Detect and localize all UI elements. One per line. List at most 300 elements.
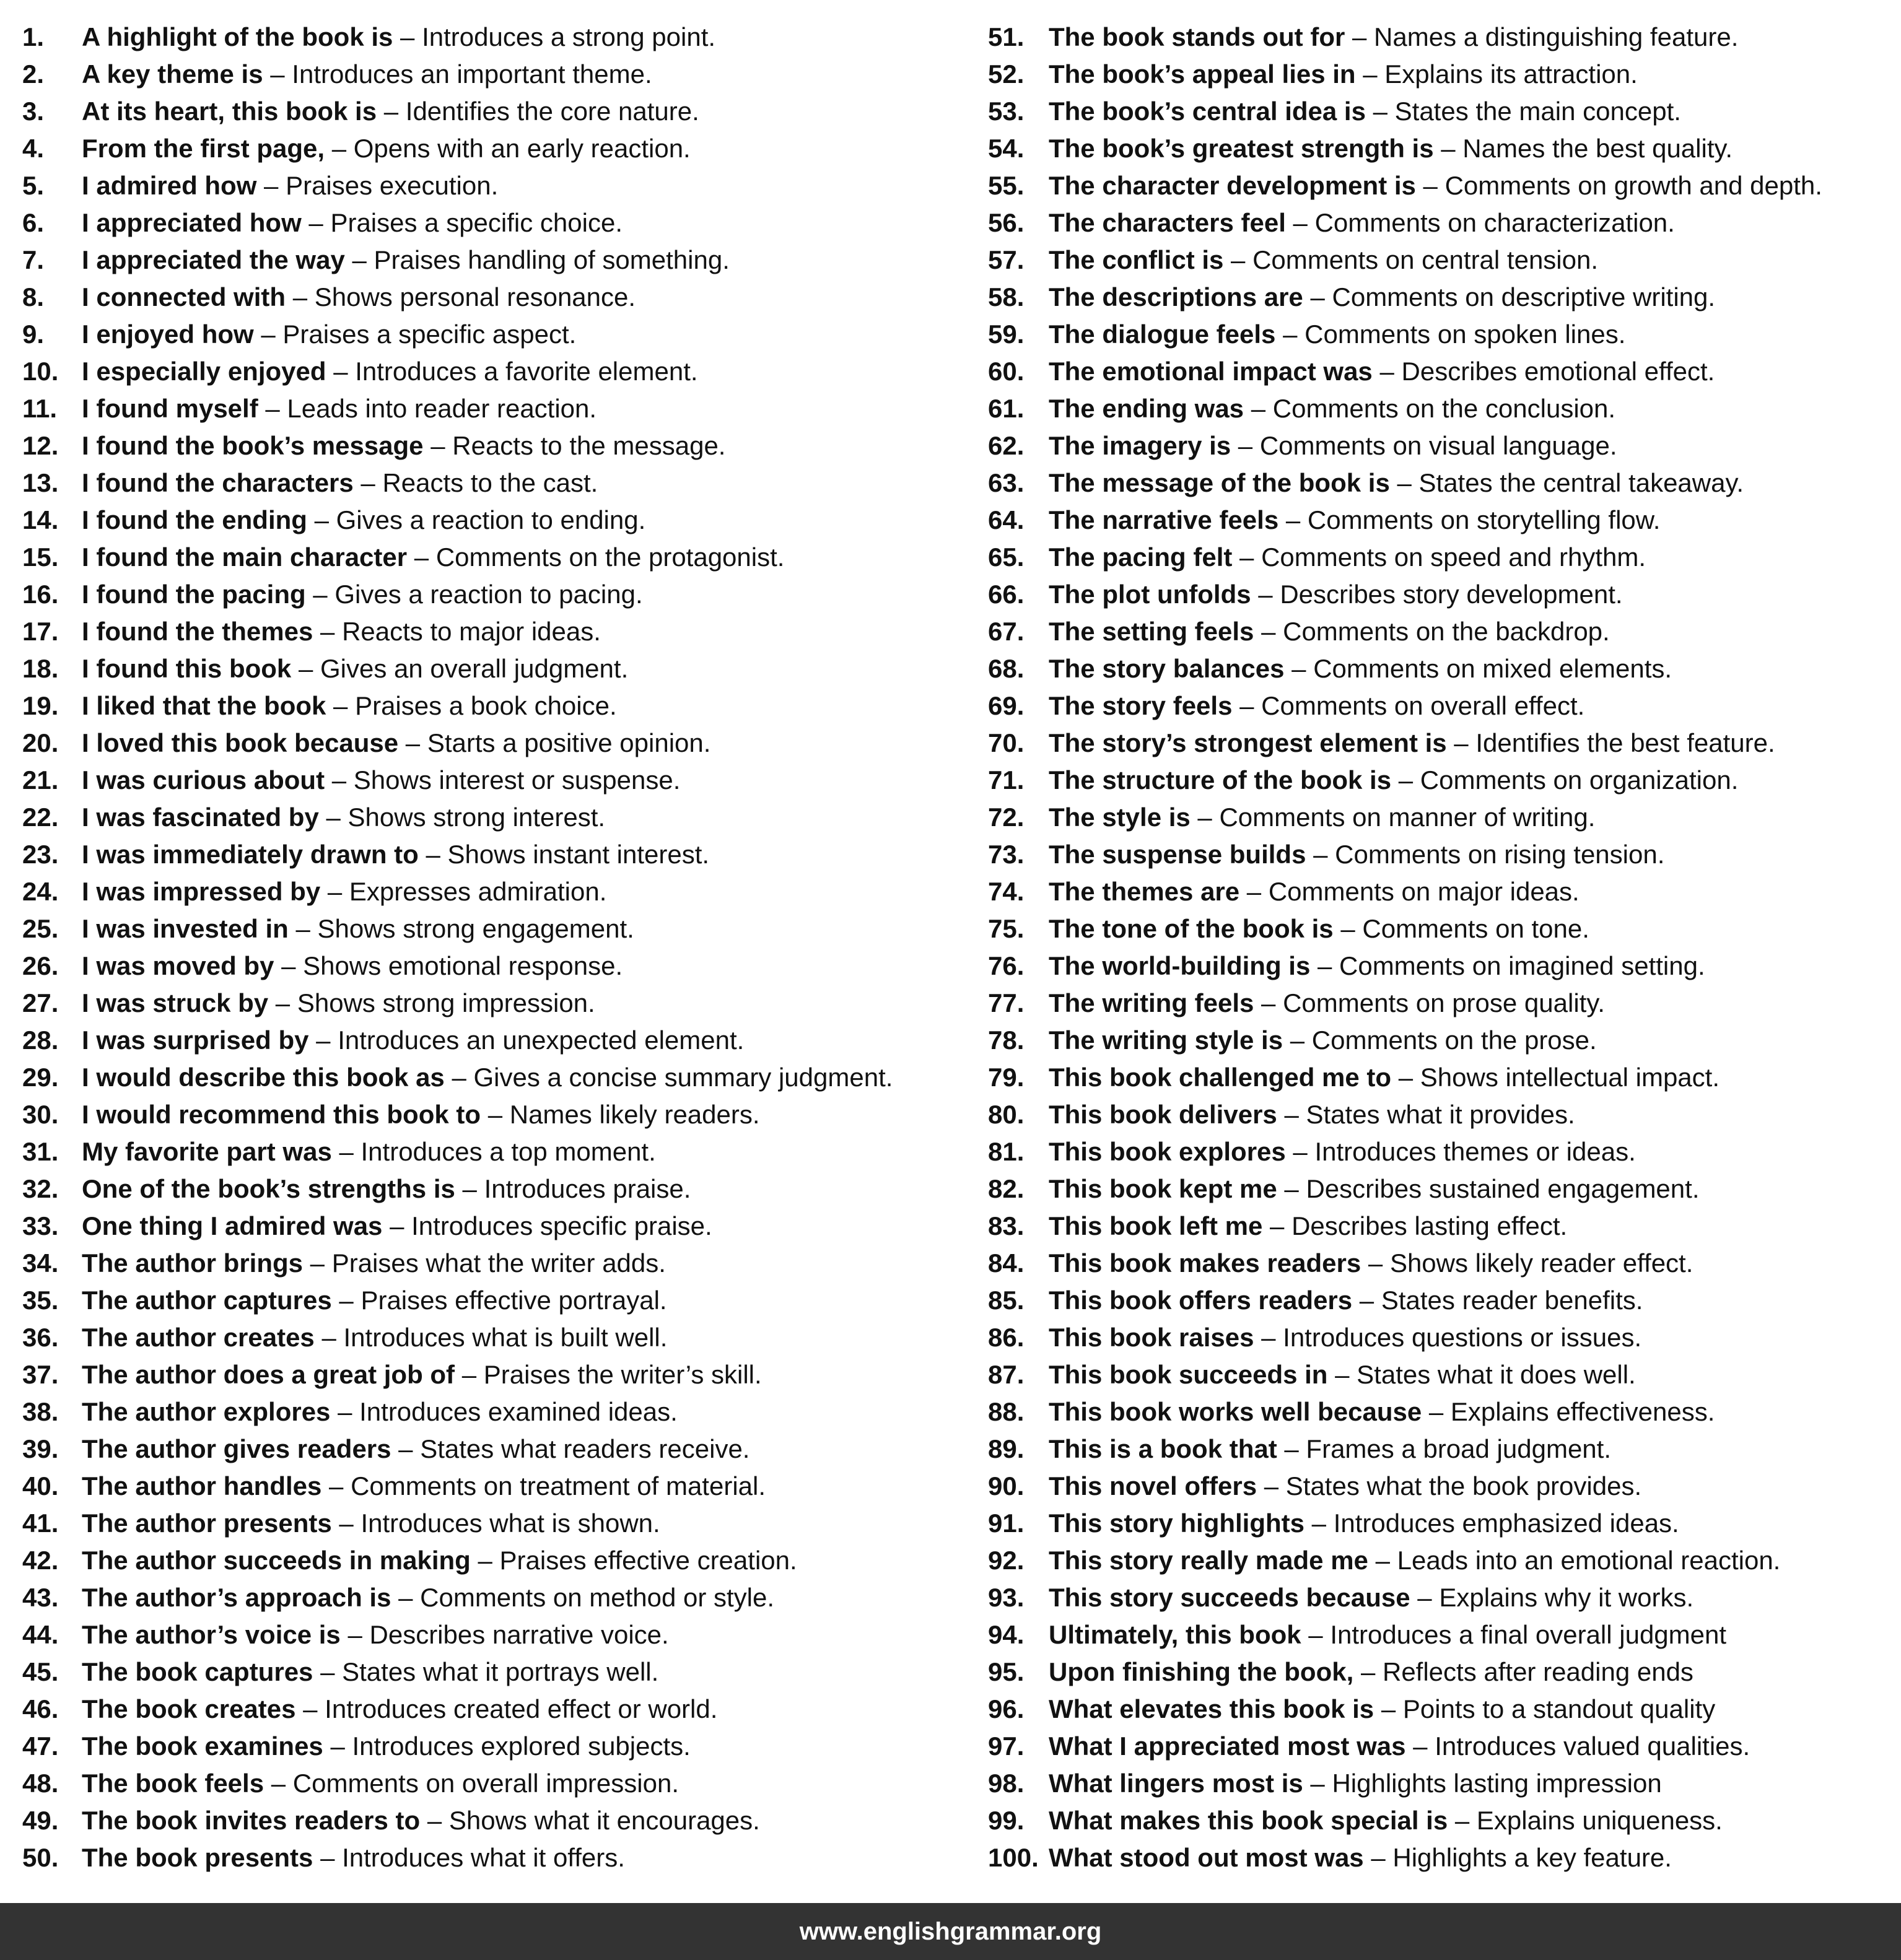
item-separator: – <box>286 282 315 311</box>
item-separator: – <box>1355 59 1385 89</box>
item-phrase: I connected with <box>82 282 286 311</box>
list-item <box>22 1691 964 1728</box>
item-text <box>1049 1245 1693 1282</box>
item-separator: – <box>340 1620 370 1649</box>
list-item <box>22 316 964 353</box>
item-number: 53. <box>988 97 1025 126</box>
item-separator: – <box>420 1806 449 1835</box>
item-number: 86. <box>988 1323 1025 1352</box>
item-number: 70. <box>988 728 1025 757</box>
list-item <box>22 1579 964 1616</box>
item-text <box>1049 1653 1693 1691</box>
list-item <box>988 502 1892 539</box>
list-item <box>22 687 964 725</box>
item-phrase: One thing I admired was <box>82 1211 383 1240</box>
item-number: 54. <box>988 134 1025 163</box>
item-description: Comments on major ideas. <box>1268 877 1580 906</box>
item-number: 29. <box>22 1063 59 1092</box>
item-separator: – <box>1410 1583 1440 1612</box>
item-phrase: This book explores <box>1049 1137 1286 1166</box>
item-description: Shows strong interest. <box>347 803 606 832</box>
item-description: Comments on overall impression. <box>292 1769 679 1798</box>
item-text <box>1049 1133 1636 1170</box>
list-item <box>988 316 1892 353</box>
item-phrase: This book succeeds in <box>1049 1360 1328 1389</box>
item-description: Introduces what is shown. <box>361 1509 660 1538</box>
item-description: Describes emotional effect. <box>1401 357 1715 386</box>
item-number: 50. <box>22 1843 59 1872</box>
item-number: 31. <box>22 1137 59 1166</box>
list-item <box>22 762 964 799</box>
item-description: Leads into an emotional reaction. <box>1397 1546 1781 1575</box>
item-description: Starts a positive opinion. <box>427 728 711 757</box>
item-description: Comments on speed and rhythm. <box>1261 542 1646 572</box>
item-phrase: The character development is <box>1049 171 1416 200</box>
item-number: 44. <box>22 1620 59 1649</box>
item-phrase: This book challenged me to <box>1049 1063 1392 1092</box>
item-separator: – <box>418 840 448 869</box>
item-text <box>82 1319 667 1356</box>
item-text <box>82 1653 658 1691</box>
list-item <box>22 242 964 279</box>
item-separator: – <box>382 1211 412 1240</box>
item-description: Shows what it encourages. <box>448 1806 760 1835</box>
item-separator: – <box>423 431 453 460</box>
item-text <box>82 947 623 985</box>
item-separator: – <box>320 877 349 906</box>
item-description: Introduces praise. <box>484 1174 691 1203</box>
item-separator: – <box>301 208 331 237</box>
item-text <box>82 19 715 56</box>
item-separator: – <box>253 320 283 349</box>
item-text <box>82 725 710 762</box>
item-separator: – <box>481 1100 510 1129</box>
item-phrase: The book’s appeal lies in <box>1049 59 1356 89</box>
item-phrase: From the first page, <box>82 134 325 163</box>
item-text <box>1049 576 1623 613</box>
item-description: States what readers receive. <box>420 1434 750 1463</box>
item-description: States what it provides. <box>1306 1100 1575 1129</box>
item-separator: – <box>1254 988 1283 1017</box>
item-number: 64. <box>988 505 1025 534</box>
list-item <box>988 1728 1892 1765</box>
list-item <box>22 1393 964 1431</box>
item-separator: – <box>1262 1211 1292 1240</box>
item-description: Shows strong impression. <box>297 988 595 1017</box>
list-item <box>988 799 1892 836</box>
list-item <box>988 1282 1892 1319</box>
item-text <box>1049 390 1615 427</box>
item-description: Shows interest or suspense. <box>353 765 681 795</box>
item-number: 42. <box>22 1546 59 1575</box>
list-item <box>988 687 1892 725</box>
item-separator: – <box>308 1026 338 1055</box>
item-description: Points to a standout quality <box>1402 1694 1716 1723</box>
item-description: Comments on the backdrop. <box>1283 617 1610 646</box>
item-phrase: The pacing felt <box>1049 542 1233 572</box>
item-separator: – <box>331 1509 361 1538</box>
item-description: Praises a specific aspect. <box>282 320 577 349</box>
item-number: 45. <box>22 1657 59 1686</box>
list-item <box>988 1691 1892 1728</box>
item-phrase: The themes are <box>1049 877 1240 906</box>
item-description: Comments on central tension. <box>1252 245 1599 274</box>
item-description: Praises a book choice. <box>355 691 617 720</box>
item-phrase: I was curious about <box>82 765 325 795</box>
list-item <box>988 985 1892 1022</box>
list-item <box>988 650 1892 687</box>
item-phrase: This is a book that <box>1049 1434 1277 1463</box>
item-separator: – <box>303 1248 332 1278</box>
item-number: 2. <box>22 59 45 89</box>
item-text <box>82 1170 691 1208</box>
list-item <box>22 836 964 873</box>
item-phrase: The story’s strongest element is <box>1049 728 1447 757</box>
item-description: Praises a specific choice. <box>330 208 623 237</box>
item-text <box>1049 464 1744 502</box>
item-phrase: What stood out most was <box>1049 1843 1364 1872</box>
list-item <box>22 576 964 613</box>
item-phrase: The book presents <box>82 1843 313 1872</box>
item-number: 23. <box>22 840 59 869</box>
item-phrase: Upon finishing the book, <box>1049 1657 1354 1686</box>
item-text <box>1049 1393 1715 1431</box>
item-separator: – <box>1285 1137 1315 1166</box>
item-number: 98. <box>988 1769 1025 1798</box>
item-description: Introduces a strong point. <box>422 22 716 51</box>
list-item <box>988 613 1892 650</box>
item-separator: – <box>1345 22 1374 51</box>
item-separator: – <box>344 245 374 274</box>
item-phrase: I was invested in <box>82 914 289 943</box>
list-item <box>22 1133 964 1170</box>
item-separator: – <box>1433 134 1463 163</box>
item-text <box>82 1059 893 1096</box>
item-description: Reflects after reading ends <box>1382 1657 1693 1686</box>
item-text <box>1049 19 1738 56</box>
list-item <box>22 1208 964 1245</box>
item-phrase: The author succeeds in making <box>82 1546 471 1575</box>
item-description: Comments on rising tension. <box>1335 840 1665 869</box>
item-phrase: The emotional impact was <box>1049 357 1373 386</box>
item-phrase: The suspense builds <box>1049 840 1306 869</box>
item-text <box>82 1542 797 1579</box>
item-separator: – <box>1415 171 1445 200</box>
list-item <box>988 19 1892 56</box>
item-text <box>1049 204 1675 242</box>
item-number: 22. <box>22 803 59 832</box>
item-number: 52. <box>988 59 1025 89</box>
item-phrase: I found the pacing <box>82 580 306 609</box>
item-phrase: The book’s greatest strength is <box>1049 134 1434 163</box>
item-number: 48. <box>22 1769 59 1798</box>
item-number: 63. <box>988 468 1025 497</box>
item-description: Introduces a final overall judgment <box>1330 1620 1727 1649</box>
item-number: 9. <box>22 320 45 349</box>
list-item <box>22 167 964 204</box>
item-description: Shows intellectual impact. <box>1420 1063 1720 1092</box>
item-separator: – <box>1333 914 1363 943</box>
item-text <box>82 353 698 390</box>
list-item <box>22 1765 964 1802</box>
item-text <box>1049 1208 1567 1245</box>
item-phrase: The plot unfolds <box>1049 580 1251 609</box>
list-item <box>22 1616 964 1653</box>
item-number: 21. <box>22 765 59 795</box>
item-separator: – <box>1283 1026 1312 1055</box>
item-description: Introduces what it offers. <box>342 1843 625 1872</box>
item-number: 81. <box>988 1137 1025 1166</box>
item-number: 95. <box>988 1657 1025 1686</box>
item-phrase: I found the characters <box>82 468 354 497</box>
list-item <box>22 1728 964 1765</box>
item-number: 93. <box>988 1583 1025 1612</box>
item-phrase: This book makes readers <box>1049 1248 1361 1278</box>
item-phrase: The author does a great job of <box>82 1360 455 1389</box>
item-separator: – <box>455 1174 484 1203</box>
list-item <box>22 1653 964 1691</box>
item-text <box>1049 93 1681 130</box>
item-description: Introduces explored subjects. <box>352 1731 691 1761</box>
item-phrase: I liked that the book <box>82 691 326 720</box>
item-phrase: This story really made me <box>1049 1546 1368 1575</box>
item-number: 65. <box>988 542 1025 572</box>
item-separator: – <box>1257 1471 1286 1500</box>
item-separator: – <box>1361 1248 1390 1278</box>
list-item <box>22 502 964 539</box>
item-separator: – <box>1285 208 1315 237</box>
item-description: Comments on overall effect. <box>1261 691 1585 720</box>
item-number: 82. <box>988 1174 1025 1203</box>
item-number: 26. <box>22 951 59 980</box>
item-phrase: I enjoyed how <box>82 320 254 349</box>
list-item <box>988 1170 1892 1208</box>
item-separator: – <box>1275 320 1305 349</box>
item-text <box>82 1839 625 1876</box>
item-text <box>1049 985 1605 1022</box>
item-phrase: I found myself <box>82 394 258 423</box>
item-text <box>82 1282 667 1319</box>
item-text <box>1049 1468 1641 1505</box>
item-separator: – <box>1327 1360 1357 1389</box>
item-number: 18. <box>22 654 59 683</box>
item-description: Introduces examined ideas. <box>359 1397 678 1426</box>
item-phrase: A highlight of the book is <box>82 22 393 51</box>
item-text <box>1049 242 1598 279</box>
item-phrase: The imagery is <box>1049 431 1231 460</box>
list-item <box>22 427 964 464</box>
item-phrase: I especially enjoyed <box>82 357 326 386</box>
item-separator: – <box>407 542 436 572</box>
item-description: States what it does well. <box>1357 1360 1636 1389</box>
item-text <box>82 316 576 353</box>
item-description: Identifies the core nature. <box>405 97 699 126</box>
right-column <box>988 19 1892 1876</box>
item-text <box>82 576 643 613</box>
item-description: States the central takeaway. <box>1418 468 1744 497</box>
item-number: 39. <box>22 1434 59 1463</box>
list-item <box>22 1431 964 1468</box>
item-phrase: I appreciated how <box>82 208 302 237</box>
item-separator: – <box>1374 1694 1403 1723</box>
item-phrase: The book creates <box>82 1694 296 1723</box>
item-description: Comments on descriptive writing. <box>1332 282 1716 311</box>
item-description: Highlights lasting impression <box>1332 1769 1662 1798</box>
list-item <box>22 539 964 576</box>
list-item <box>988 390 1892 427</box>
list-item <box>988 725 1892 762</box>
item-description: Praises the writer’s skill. <box>483 1360 762 1389</box>
item-separator: – <box>1277 1174 1306 1203</box>
list-item <box>988 539 1892 576</box>
item-text <box>82 1505 660 1542</box>
item-phrase: I was moved by <box>82 951 274 980</box>
list-item <box>988 1022 1892 1059</box>
item-number: 88. <box>988 1397 1025 1426</box>
item-phrase: I found the main character <box>82 542 408 572</box>
item-phrase: The writing feels <box>1049 988 1254 1017</box>
item-separator: – <box>263 59 292 89</box>
item-separator: – <box>318 803 348 832</box>
item-text <box>82 799 605 836</box>
item-separator: – <box>1372 357 1402 386</box>
item-text <box>1049 1096 1575 1133</box>
item-description: Introduces themes or ideas. <box>1314 1137 1636 1166</box>
item-phrase: This book left me <box>1049 1211 1263 1240</box>
item-separator: – <box>1239 877 1269 906</box>
item-text <box>1049 1765 1662 1802</box>
item-text <box>1049 353 1715 390</box>
list-item <box>22 1170 964 1208</box>
item-text <box>82 242 730 279</box>
list-item <box>988 464 1892 502</box>
item-phrase: The author presents <box>82 1509 332 1538</box>
item-number: 11. <box>22 394 58 423</box>
item-description: Introduces emphasized ideas. <box>1333 1509 1679 1538</box>
item-phrase: The narrative feels <box>1049 505 1279 534</box>
item-text <box>1049 316 1625 353</box>
item-separator: – <box>1303 1769 1332 1798</box>
item-description: Frames a broad judgment. <box>1306 1434 1611 1463</box>
item-text <box>1049 56 1638 93</box>
item-text <box>82 836 709 873</box>
item-separator: – <box>291 654 320 683</box>
item-phrase: The book captures <box>82 1657 313 1686</box>
item-separator: – <box>470 1546 500 1575</box>
item-text <box>82 873 606 910</box>
item-description: Shows likely reader effect. <box>1389 1248 1693 1278</box>
item-number: 43. <box>22 1583 59 1612</box>
item-description: Expresses admiration. <box>349 877 607 906</box>
item-number: 38. <box>22 1397 59 1426</box>
item-number: 56. <box>988 208 1025 237</box>
item-description: Comments on the prose. <box>1311 1026 1597 1055</box>
footer-url[interactable]: www.englishgrammar.org <box>799 1917 1102 1945</box>
item-description: Comments on characterization. <box>1314 208 1675 237</box>
item-number: 90. <box>988 1471 1025 1500</box>
item-text <box>1049 1319 1641 1356</box>
item-phrase: This book delivers <box>1049 1100 1277 1129</box>
item-phrase: A key theme is <box>82 59 263 89</box>
item-text <box>82 1431 749 1468</box>
item-separator: – <box>1368 1546 1397 1575</box>
list-item <box>988 1096 1892 1133</box>
item-phrase: I was impressed by <box>82 877 321 906</box>
item-separator: – <box>274 951 304 980</box>
item-number: 49. <box>22 1806 59 1835</box>
list-item <box>988 130 1892 167</box>
list-item <box>988 1133 1892 1170</box>
item-separator: – <box>1446 728 1476 757</box>
item-number: 73. <box>988 840 1025 869</box>
item-text <box>82 1765 679 1802</box>
item-description: Highlights a key feature. <box>1392 1843 1672 1872</box>
item-description: Introduces specific praise. <box>411 1211 712 1240</box>
item-description: Explains uniqueness. <box>1476 1806 1723 1835</box>
item-text <box>82 1096 760 1133</box>
item-number: 94. <box>988 1620 1025 1649</box>
left-column <box>22 19 964 1876</box>
item-separator: – <box>1278 505 1308 534</box>
item-number: 13. <box>22 468 59 497</box>
list-item <box>988 1319 1892 1356</box>
item-text <box>1049 613 1610 650</box>
list-item <box>988 204 1892 242</box>
list-item <box>988 1505 1892 1542</box>
item-text <box>1049 1022 1597 1059</box>
item-phrase: At its heart, this book is <box>82 97 377 126</box>
item-number: 58. <box>988 282 1025 311</box>
item-description: Leads into reader reaction. <box>287 394 597 423</box>
list-item <box>988 1393 1892 1431</box>
item-separator: – <box>313 1657 343 1686</box>
item-description: Introduces a top moment. <box>361 1137 656 1166</box>
item-separator: – <box>377 97 406 126</box>
list-item <box>988 242 1892 279</box>
item-number: 8. <box>22 282 45 311</box>
item-phrase: The book’s central idea is <box>1049 97 1366 126</box>
item-phrase: I appreciated the way <box>82 245 345 274</box>
item-number: 74. <box>988 877 1025 906</box>
item-separator: – <box>1310 951 1339 980</box>
item-number: 91. <box>988 1509 1025 1538</box>
list-item <box>22 613 964 650</box>
item-description: Identifies the best feature. <box>1475 728 1775 757</box>
item-text <box>1049 799 1595 836</box>
item-separator: – <box>256 171 286 200</box>
item-text <box>1049 1282 1643 1319</box>
item-separator: – <box>314 1323 344 1352</box>
item-description: Introduces created effect or world. <box>325 1694 718 1723</box>
item-text <box>1049 130 1733 167</box>
list-item <box>22 1096 964 1133</box>
item-text <box>1049 725 1775 762</box>
item-separator: – <box>1365 97 1395 126</box>
item-text <box>82 1208 712 1245</box>
list-item <box>22 19 964 56</box>
item-description: Comments on imagined setting. <box>1339 951 1705 980</box>
item-description: Names likely readers. <box>509 1100 760 1129</box>
item-phrase: The descriptions are <box>1049 282 1303 311</box>
item-phrase: The structure of the book is <box>1049 765 1392 795</box>
list-item <box>988 1245 1892 1282</box>
item-description: Introduces an important theme. <box>292 59 652 89</box>
item-separator: – <box>307 505 336 534</box>
item-description: Introduces valued qualities. <box>1435 1731 1750 1761</box>
item-text <box>82 1393 678 1431</box>
item-description: Describes narrative voice. <box>369 1620 669 1649</box>
item-text <box>82 427 725 464</box>
